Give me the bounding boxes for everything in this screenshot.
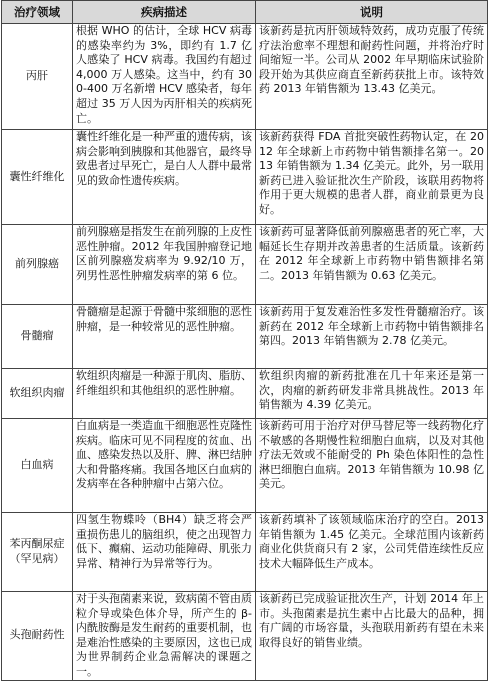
table-row [2, 419, 488, 513]
header-disease-description: 疾病描述 [73, 1, 256, 24]
cell-therapeutic-area: 头孢耐药性 [2, 592, 73, 681]
table-row [2, 225, 488, 305]
cell-note: 该新药是抗丙肝领域特效药，成功克服了传统疗法治愈率不理想和耐药性问题，并将治疗时间缩短一半。公司从 2002 年早期临床试验阶段开始为其供应商直至新药获批上市。该特效药 2013 年销售额为 13.43 亿美元。 [256, 24, 488, 130]
cell-therapeutic-area: 骨髓瘤 [2, 305, 73, 369]
cell-note: 软组织肉瘤的新药批准在几十年来还是第一次，肉瘤的新药研发非常具挑战性。2013 年销售额为 4.39 亿美元。 [256, 369, 488, 419]
cell-therapeutic-area: 丙肝 [2, 24, 73, 130]
cell-disease-description: 四氢生物蝶呤（BH4）缺乏将会严重损伤患儿的脑组织，使之出现智力低下、癫痫、运动功能障碍、肌张力异常、精神行为异常等行为。 [73, 513, 256, 592]
cell-note: 该新药用于复发难治性多发性骨髓瘤治疗。该新药在 2012 年全球新上市药物中销售额排名第四。2013 年销售额为 2.78 亿美元。 [256, 305, 488, 369]
cell-note: 该新药已完成验证批次生产，计划 2014 年上市。头孢菌素是抗生素中占比最大的品种，拥有广阔的市场容量，头孢联用新药有望在未来取得良好的销售业绩。 [256, 592, 488, 681]
table-row [2, 369, 488, 419]
cell-disease-description: 囊性纤维化是一种严重的遗传病，该病会影响到胰腺和其他器官，最终导致患者过早死亡，是白人人群中最常见的致命性遗传疾病。 [73, 130, 256, 225]
cell-disease-description: 骨髓瘤是起源于骨髓中浆细胞的恶性肿瘤，是一种较常见的恶性肿瘤。 [73, 305, 256, 369]
cell-disease-description: 软组织肉瘤是一种源于肌肉、脂肪、纤维组织和其他组织的恶性肿瘤。 [73, 369, 256, 419]
cell-disease-description: 根据 WHO 的估计，全球 HCV 病毒的感染率约为 3%，即约有 1.7 亿人感染了 HCV 病毒。我国约有超过 4,000 万人感染。这当中，约有 300-400 万名新增 HCV 感染者，每年超过 35 万人因为丙肝相关的疾病死亡。 [73, 24, 256, 130]
cell-note: 该新药可显著降低前列腺癌患者的死亡率，大幅延长生存期并改善患者的生活质量。该新药在 2012 年全球新上市药物中销售额排名第二。2013 年销售额为 0.63 亿美元。 [256, 225, 488, 305]
cell-disease-description: 前列腺癌是指发生在前列腺的上皮性恶性肿瘤。2012 年我国肿瘤登记地区前列腺癌发病率为 9.92/10 万，列男性恶性肿瘤发病率的第 6 位。 [73, 225, 256, 305]
cell-therapeutic-area: 软组织肉瘤 [2, 369, 73, 419]
cell-disease-description: 对于头孢菌素来说，致病菌不管由质粒介导或染色体介导，所产生的 β-内酰胺酶是发生耐药的重要机制，也是难治性感染的主要原因，这也已成为世界制药企业急需解决的课题之一。 [73, 592, 256, 681]
table-row [2, 24, 488, 130]
table-row [2, 513, 488, 592]
cell-note: 该新药填补了该领域临床治疗的空白。2013 年销售额为 1.45 亿美元。全球范围内该新药商业化供货商只有 2 家，公司凭借连续性反应技术大幅降低生产成本。 [256, 513, 488, 592]
cell-therapeutic-area: 囊性纤维化 [2, 130, 73, 225]
table-row [2, 305, 488, 369]
cell-note: 该新药获得 FDA 首批突破性药物认定，在 2012 年全球新上市药物中销售额排名第一。2013 年销售额为 1.34 亿美元。此外，另一联用新药已进入验证批次生产阶段，该联用药物将作用于更大规模的患者人群，商业前景更为良好。 [256, 130, 488, 225]
table-row [2, 130, 488, 225]
header-note: 说明 [256, 1, 488, 24]
header-therapeutic-area: 治疗领域 [2, 1, 73, 24]
cell-therapeutic-area: 苯丙酮尿症（罕见病） [2, 513, 73, 592]
cell-therapeutic-area: 白血病 [2, 419, 73, 513]
table-header-row [2, 1, 488, 24]
drug-pipeline-table [1, 0, 488, 681]
cell-therapeutic-area: 前列腺癌 [2, 225, 73, 305]
cell-disease-description: 白血病是一类造血干细胞恶性克隆性疾病。临床可见不同程度的贫血、出血、感染发热以及肝、脾、淋巴结肿大和骨骼疼痛。我国各地区白血病的发病率在各种肿瘤中占第六位。 [73, 419, 256, 513]
cell-note: 该新药可用于治疗对伊马替尼等一线药物化疗不敏感的各期慢性粒细胞白血病，以及对其他疗法无效或不能耐受的 Ph 染色体阳性的急性淋巴细胞白血病。2013 年销售额为 10.98 亿美元。 [256, 419, 488, 513]
